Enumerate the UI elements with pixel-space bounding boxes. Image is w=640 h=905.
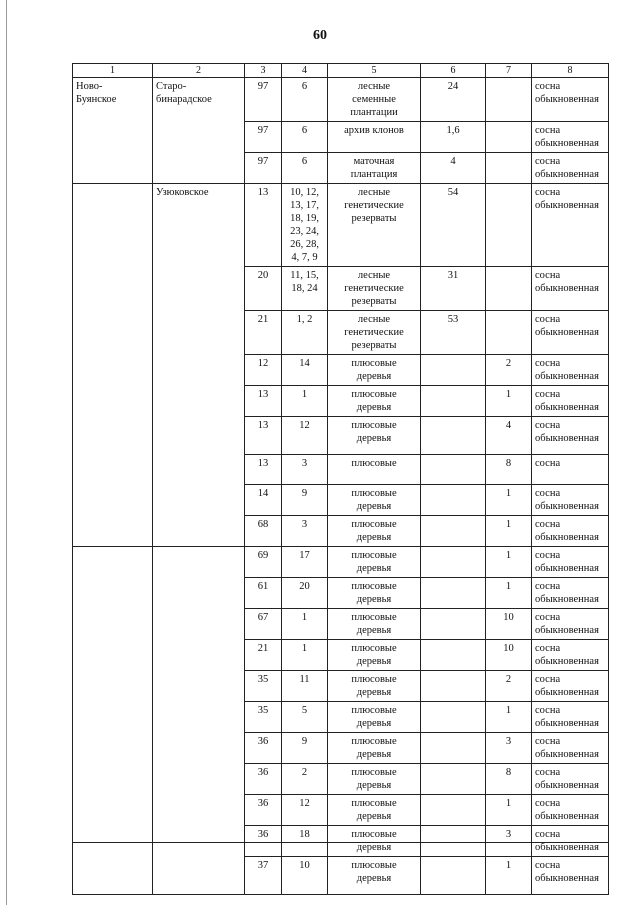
count-cell [486, 153, 532, 184]
area-cell [421, 184, 486, 267]
purpose-cell [328, 122, 421, 153]
count-cell-text: 3 [505, 736, 512, 747]
area-cell [421, 547, 486, 578]
species-cell-text: сосна обыкновенная [535, 156, 599, 180]
plot-cell-text: 17 [299, 550, 310, 561]
plot-cell [282, 153, 328, 184]
count-cell [486, 733, 532, 764]
plot-cell-text: 9 [301, 736, 308, 747]
count-cell-text: 1 [505, 550, 512, 561]
purpose-cell [328, 184, 421, 267]
quarter-cell-text: 21 [257, 314, 269, 325]
species-cell [532, 386, 609, 417]
area-cell-text: 53 [447, 314, 459, 325]
plot-cell-text: 18 [299, 829, 310, 840]
area-cell [421, 485, 486, 516]
quarter-cell [245, 386, 282, 417]
count-cell-text: 1 [505, 581, 512, 592]
plot-cell [282, 640, 328, 671]
table-row [73, 547, 609, 578]
quarter-cell [245, 826, 282, 857]
species-cell-text: сосна обыкновенная [535, 860, 599, 884]
quarter-cell-text: 36 [257, 736, 269, 747]
purpose-cell-text: плюсовые деревья [351, 488, 397, 512]
plot-cell [282, 764, 328, 795]
count-cell [486, 826, 532, 857]
quarter-cell [245, 355, 282, 386]
quarter-cell [245, 857, 282, 895]
area-cell [421, 795, 486, 826]
species-cell [532, 184, 609, 267]
plot-cell-text: 9 [301, 488, 308, 499]
column-header: 6 [421, 64, 486, 78]
count-cell [486, 578, 532, 609]
purpose-cell-text: плюсовые деревья [351, 612, 397, 636]
count-cell [486, 311, 532, 355]
quarter-cell-text: 68 [257, 519, 269, 530]
species-cell [532, 516, 609, 547]
plot-cell [282, 184, 328, 267]
area-cell [421, 417, 486, 455]
plot-cell [282, 795, 328, 826]
plot-cell-text: 20 [299, 581, 310, 592]
purpose-cell-text: плюсовые деревья [351, 358, 397, 382]
column-header: 4 [282, 64, 328, 78]
column-header: 1 [73, 64, 153, 78]
area-cell-text: 4 [450, 156, 456, 167]
species-cell-text: сосна обыкновенная [535, 581, 599, 605]
purpose-cell [328, 417, 421, 455]
purpose-cell [328, 733, 421, 764]
purpose-cell [328, 609, 421, 640]
count-cell [486, 547, 532, 578]
area-cell [421, 764, 486, 795]
column-header: 3 [245, 64, 282, 78]
count-cell-text: 1 [505, 798, 512, 809]
purpose-cell-text: плюсовые деревья [351, 550, 397, 574]
purpose-cell-text: лесные генетические резерваты [344, 187, 404, 224]
area-cell [421, 386, 486, 417]
quarter-cell-text: 12 [257, 358, 269, 369]
species-cell [532, 455, 609, 485]
count-cell-text: 3 [505, 829, 512, 840]
plot-cell [282, 386, 328, 417]
purpose-cell [328, 311, 421, 355]
area-cell [421, 702, 486, 733]
species-cell-text: сосна обыкновенная [535, 674, 599, 698]
plot-cell [282, 78, 328, 122]
species-cell [532, 702, 609, 733]
quarter-cell-text: 13 [257, 389, 269, 400]
plot-cell-text: 6 [301, 81, 308, 92]
species-cell [532, 671, 609, 702]
region-cell [73, 184, 153, 547]
purpose-cell-text: архив клонов [344, 125, 404, 136]
area-cell [421, 671, 486, 702]
quarter-cell [245, 578, 282, 609]
purpose-cell-text: лесные генетические резерваты [344, 270, 404, 307]
quarter-cell-text: 20 [257, 270, 269, 281]
count-cell [486, 795, 532, 826]
plot-cell-text: 1 [301, 643, 308, 654]
quarter-cell [245, 122, 282, 153]
count-cell [486, 267, 532, 311]
plot-cell [282, 826, 328, 857]
purpose-cell [328, 702, 421, 733]
area-cell [421, 122, 486, 153]
purpose-cell-text: плюсовые деревья [351, 389, 397, 413]
purpose-cell [328, 386, 421, 417]
purpose-cell-text: плюсовые деревья [351, 829, 397, 853]
quarter-cell [245, 764, 282, 795]
species-cell-text: сосна обыкновенная [535, 187, 599, 211]
area-cell [421, 609, 486, 640]
purpose-cell [328, 640, 421, 671]
plot-cell-text: 5 [301, 705, 308, 716]
quarter-cell-text: 97 [257, 156, 269, 167]
plot-cell [282, 857, 328, 895]
count-cell-text: 1 [505, 389, 512, 400]
purpose-cell [328, 516, 421, 547]
purpose-cell [328, 78, 421, 122]
quarter-cell [245, 78, 282, 122]
count-cell-text: 8 [505, 458, 512, 469]
quarter-cell-text: 61 [257, 581, 269, 592]
plot-cell-text: 12 [299, 798, 310, 809]
quarter-cell-text: 13 [257, 458, 269, 469]
species-cell [532, 311, 609, 355]
plot-cell-text: 11 [299, 674, 310, 685]
species-cell-text: сосна [535, 458, 561, 469]
species-cell [532, 826, 609, 857]
quarter-cell [245, 640, 282, 671]
plot-cell [282, 702, 328, 733]
purpose-cell [328, 795, 421, 826]
quarter-cell [245, 267, 282, 311]
species-cell-text: сосна обыкновенная [535, 270, 599, 294]
species-cell [532, 355, 609, 386]
purpose-cell [328, 857, 421, 895]
species-cell-text: сосна обыкновенная [535, 389, 599, 413]
plot-cell-text: 10, 12, 13, 17, 18, 19, 23, 24, 26, 28, 4, 7, 9 [290, 187, 319, 263]
quarter-cell-text: 13 [257, 187, 269, 198]
plot-cell [282, 122, 328, 153]
species-cell [532, 795, 609, 826]
species-cell [532, 485, 609, 516]
quarter-cell-text: 36 [257, 798, 269, 809]
area-cell [421, 153, 486, 184]
species-cell [532, 733, 609, 764]
species-cell-text: сосна обыкновенная [535, 643, 599, 667]
count-cell [486, 184, 532, 267]
area-cell [421, 826, 486, 857]
purpose-cell-text: плюсовые деревья [351, 674, 397, 698]
species-cell-text: сосна обыкновенная [535, 519, 599, 543]
count-cell-text: 1 [505, 860, 512, 871]
purpose-cell-text: лесные генетические резерваты [344, 314, 404, 351]
count-cell-text: 4 [505, 420, 512, 431]
plot-cell [282, 455, 328, 485]
plot-cell [282, 671, 328, 702]
plot-cell [282, 578, 328, 609]
purpose-cell-text: плюсовые деревья [351, 860, 397, 884]
count-cell [486, 857, 532, 895]
purpose-cell-text: лесные семенные плантации [350, 81, 398, 118]
quarter-cell-text: 13 [257, 420, 269, 431]
plot-cell [282, 311, 328, 355]
purpose-cell-text: плюсовые [351, 458, 397, 469]
plot-cell-text: 3 [301, 519, 308, 530]
plot-cell [282, 485, 328, 516]
species-cell-text: сосна обыкновенная [535, 736, 599, 760]
area-cell [421, 857, 486, 895]
plot-cell-text: 1 [301, 389, 308, 400]
column-header: 8 [532, 64, 609, 78]
purpose-cell [328, 355, 421, 386]
area-cell-text: 31 [447, 270, 459, 281]
plot-cell [282, 609, 328, 640]
quarter-cell-text: 21 [257, 643, 269, 654]
purpose-cell [328, 547, 421, 578]
plot-cell [282, 733, 328, 764]
table-row [73, 78, 609, 122]
area-cell [421, 267, 486, 311]
purpose-cell [328, 826, 421, 857]
quarter-cell [245, 733, 282, 764]
purpose-cell-text: плюсовые деревья [351, 581, 397, 605]
forest-seed-objects-table [72, 63, 609, 895]
species-cell [532, 267, 609, 311]
count-cell [486, 122, 532, 153]
plot-cell-text: 2 [301, 767, 308, 778]
species-cell-text: сосна обыкновенная [535, 81, 599, 105]
purpose-cell [328, 671, 421, 702]
area-cell [421, 578, 486, 609]
quarter-cell [245, 153, 282, 184]
species-cell [532, 417, 609, 455]
quarter-cell [245, 516, 282, 547]
forest-cell [153, 78, 245, 184]
count-cell-text: 1 [505, 705, 512, 716]
forest-cell-text: Старо- бинарадское [156, 81, 212, 105]
species-cell [532, 578, 609, 609]
quarter-cell-text: 97 [257, 125, 269, 136]
count-cell [486, 485, 532, 516]
quarter-cell [245, 417, 282, 455]
area-cell-text: 24 [447, 81, 459, 92]
quarter-cell [245, 671, 282, 702]
species-cell-text: сосна обыкновенная [535, 767, 599, 791]
plot-cell-text: 6 [301, 156, 308, 167]
count-cell [486, 671, 532, 702]
quarter-cell-text: 35 [257, 674, 269, 685]
count-cell [486, 764, 532, 795]
species-cell [532, 122, 609, 153]
species-cell-text: сосна обыкновенная [535, 314, 599, 338]
area-cell [421, 516, 486, 547]
plot-cell [282, 516, 328, 547]
species-cell [532, 153, 609, 184]
quarter-cell-text: 97 [257, 81, 269, 92]
quarter-cell [245, 609, 282, 640]
count-cell [486, 455, 532, 485]
area-cell-text: 54 [447, 187, 459, 198]
forest-cell-text: Узюковское [156, 187, 209, 198]
plot-cell-text: 3 [301, 458, 308, 469]
species-cell [532, 609, 609, 640]
count-cell [486, 640, 532, 671]
quarter-cell-text: 67 [257, 612, 269, 623]
plot-cell-text: 6 [301, 125, 308, 136]
quarter-cell-text: 36 [257, 829, 269, 840]
table-header-row [73, 64, 609, 78]
count-cell-text: 1 [505, 488, 512, 499]
count-cell-text: 2 [505, 358, 512, 369]
region-cell [73, 78, 153, 184]
purpose-cell [328, 578, 421, 609]
count-cell [486, 702, 532, 733]
plot-cell-text: 14 [299, 358, 310, 369]
purpose-cell-text: плюсовые деревья [351, 705, 397, 729]
forest-cell [153, 184, 245, 547]
species-cell-text: сосна обыкновенная [535, 798, 599, 822]
species-cell-text: сосна обыкновенная [535, 488, 599, 512]
count-cell [486, 609, 532, 640]
plot-cell-text: 10 [299, 860, 310, 871]
quarter-cell [245, 485, 282, 516]
purpose-cell-text: плюсовые деревья [351, 767, 397, 791]
count-cell-text: 10 [503, 612, 514, 623]
quarter-cell [245, 311, 282, 355]
purpose-cell-text: маточная плантация [350, 156, 398, 180]
purpose-cell-text: плюсовые деревья [351, 643, 397, 667]
page-edge-line [6, 0, 7, 905]
quarter-cell [245, 184, 282, 267]
count-cell [486, 386, 532, 417]
quarter-cell-text: 36 [257, 767, 269, 778]
quarter-cell [245, 795, 282, 826]
purpose-cell [328, 267, 421, 311]
plot-cell [282, 547, 328, 578]
quarter-cell [245, 547, 282, 578]
table-bottom-border [72, 842, 608, 843]
species-cell [532, 764, 609, 795]
page-number: 60 [313, 28, 327, 43]
area-cell [421, 311, 486, 355]
quarter-cell-text: 69 [257, 550, 269, 561]
plot-cell [282, 417, 328, 455]
area-cell [421, 640, 486, 671]
purpose-cell-text: плюсовые деревья [351, 420, 397, 444]
species-cell-text: сосна обыкновенная [535, 420, 599, 444]
area-cell [421, 355, 486, 386]
quarter-cell [245, 455, 282, 485]
plot-cell-text: 1 [301, 612, 308, 623]
species-cell [532, 857, 609, 895]
purpose-cell-text: плюсовые деревья [351, 798, 397, 822]
column-header: 7 [486, 64, 532, 78]
purpose-cell [328, 455, 421, 485]
plot-cell-text: 12 [299, 420, 310, 431]
purpose-cell [328, 485, 421, 516]
plot-cell-text: 1, 2 [296, 314, 313, 325]
purpose-cell-text: плюсовые деревья [351, 736, 397, 760]
count-cell-text: 10 [503, 643, 514, 654]
column-header: 5 [328, 64, 421, 78]
column-header: 2 [153, 64, 245, 78]
quarter-cell [245, 702, 282, 733]
purpose-cell-text: плюсовые деревья [351, 519, 397, 543]
species-cell [532, 547, 609, 578]
purpose-cell [328, 764, 421, 795]
species-cell-text: сосна обыкновенная [535, 829, 599, 853]
species-cell-text: сосна обыкновенная [535, 550, 599, 574]
count-cell-text: 2 [505, 674, 512, 685]
species-cell [532, 78, 609, 122]
species-cell-text: сосна обыкновенная [535, 358, 599, 382]
species-cell-text: сосна обыкновенная [535, 705, 599, 729]
species-cell-text: сосна обыкновенная [535, 612, 599, 636]
plot-cell [282, 267, 328, 311]
table-row [73, 184, 609, 267]
species-cell-text: сосна обыкновенная [535, 125, 599, 149]
count-cell [486, 417, 532, 455]
count-cell [486, 78, 532, 122]
count-cell-text: 8 [505, 767, 512, 778]
count-cell [486, 355, 532, 386]
quarter-cell-text: 14 [257, 488, 269, 499]
plot-cell [282, 355, 328, 386]
area-cell [421, 455, 486, 485]
area-cell [421, 78, 486, 122]
count-cell [486, 516, 532, 547]
quarter-cell-text: 37 [257, 860, 269, 871]
area-cell-text: 1,6 [446, 125, 460, 136]
area-cell [421, 733, 486, 764]
count-cell-text: 1 [505, 519, 512, 530]
species-cell [532, 640, 609, 671]
plot-cell-text: 11, 15, 18, 24 [290, 270, 319, 294]
quarter-cell-text: 35 [257, 705, 269, 716]
purpose-cell [328, 153, 421, 184]
region-cell-text: Ново- Буянское [76, 81, 117, 105]
